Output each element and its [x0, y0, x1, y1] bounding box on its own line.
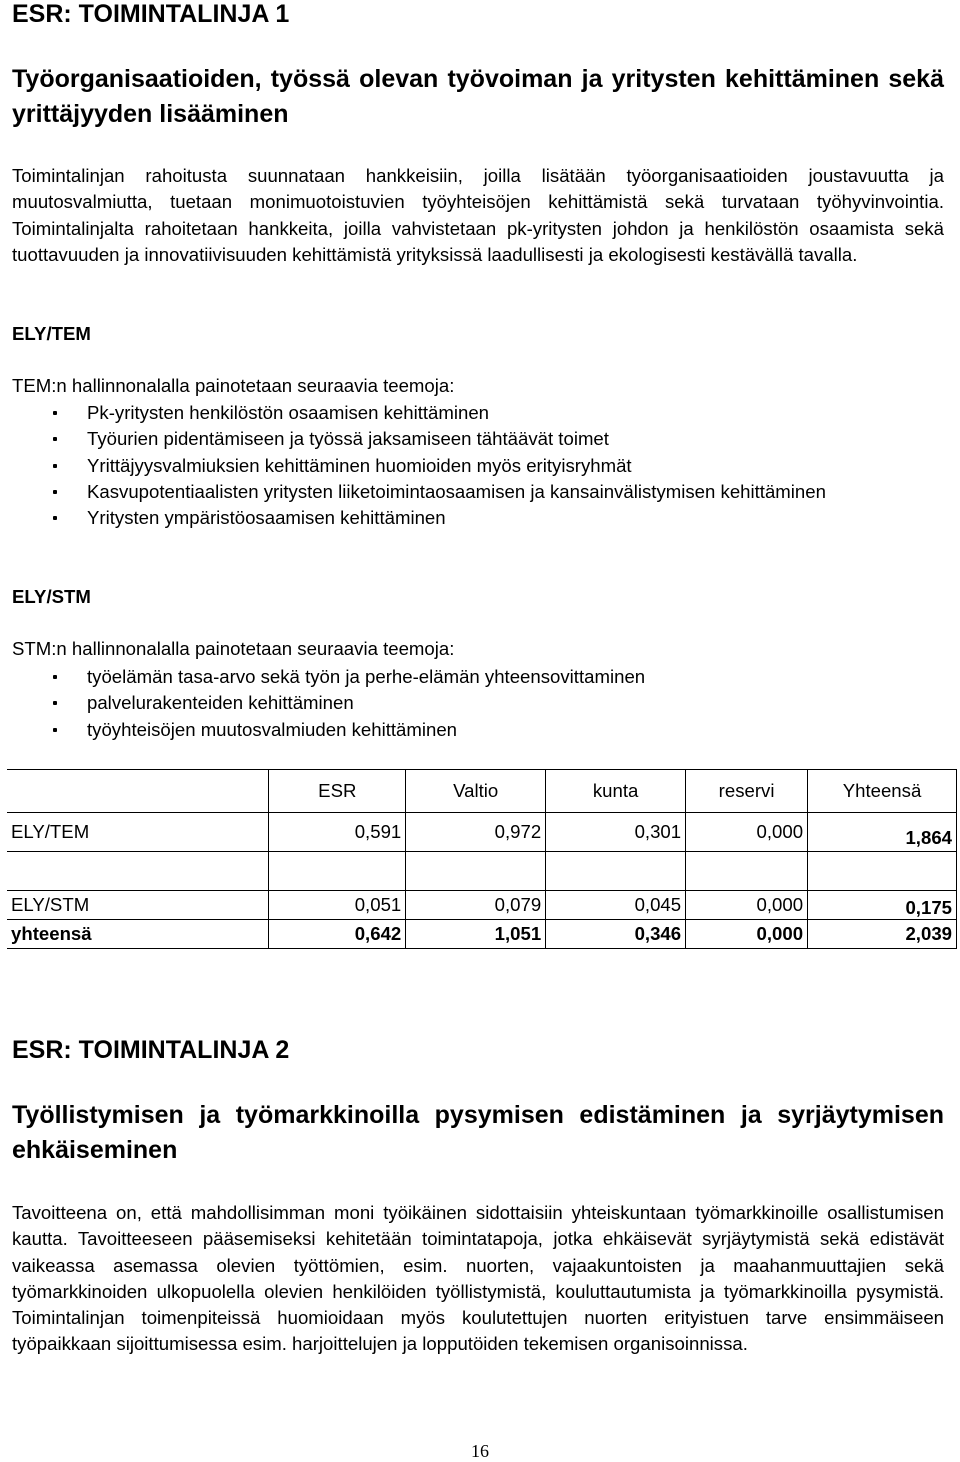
- tem-lead: TEM:n hallinnonalalla painotetaan seuraavia teemoja:: [12, 375, 455, 396]
- list-item-text: työyhteisöjen muutosvalmiuden kehittäminen: [87, 718, 458, 740]
- table-cell: 0,079: [406, 891, 546, 920]
- column-header: Valtio: [406, 770, 546, 813]
- table-cell: 0,000: [686, 891, 808, 920]
- page-number: 16: [471, 1441, 489, 1461]
- list-item: [12, 717, 944, 743]
- table-cell: [686, 852, 808, 891]
- list-item: [12, 664, 944, 690]
- section1-heading: ESR: TOIMINTALINJA 1: [12, 0, 290, 28]
- row-label: yhteensä: [7, 920, 269, 949]
- list-item-text: Yrittäjyysvalmiuksien kehittäminen huomioiden myös erityisryhmät: [87, 454, 632, 476]
- list-item-text: Työurien pidentämiseen ja työssä jaksamiseen tähtäävät toimet: [87, 428, 609, 450]
- list-item: [12, 453, 944, 479]
- table-cell: 0,301: [546, 813, 686, 852]
- column-header: Yhteensä: [808, 770, 957, 813]
- table-row: [7, 813, 957, 852]
- table-cell: 0,000: [686, 813, 808, 852]
- table-row: [7, 891, 957, 920]
- table-cell: 1,051: [406, 920, 546, 949]
- table-cell: 0,051: [269, 891, 406, 920]
- section2-title: Työllistymisen ja työmarkkinoilla pysymisen edistäminen ja syrjäytymisen ehkäiseminen: [12, 1101, 944, 1164]
- table-cell: [546, 852, 686, 891]
- stm-label: ELY/STM: [12, 586, 91, 607]
- table-cell: 0,591: [269, 813, 406, 852]
- tem-label: ELY/TEM: [12, 323, 91, 344]
- table-cell-total: 2,039: [808, 920, 957, 949]
- list-item-text: Yritysten ympäristöosaamisen kehittäminen: [87, 507, 446, 529]
- tem-theme-list: [12, 400, 944, 531]
- column-header: ESR: [269, 770, 406, 813]
- table-cell: 0,000: [686, 920, 808, 949]
- funding-table: [7, 769, 957, 949]
- list-item: [12, 690, 944, 716]
- column-header: reservi: [686, 770, 808, 813]
- table-cell: [269, 852, 406, 891]
- stm-lead: STM:n hallinnonalalla painotetaan seuraavia teemoja:: [12, 638, 455, 659]
- table-total-row: [7, 920, 957, 949]
- list-item: [12, 479, 944, 505]
- table-cell: [7, 852, 269, 891]
- table-cell: [808, 852, 957, 891]
- section1-title: Työorganisaatioiden, työssä olevan työvoiman ja yritysten kehittäminen sekä yrittäjyyden lisääminen: [12, 65, 944, 128]
- table-cell: 0,642: [269, 920, 406, 949]
- stm-theme-list: [12, 664, 944, 743]
- list-item: [12, 426, 944, 452]
- row-label: ELY/STM: [7, 891, 269, 920]
- table-cell: [406, 852, 546, 891]
- table-header-row: [7, 770, 957, 813]
- table-cell-total: 0,175: [808, 891, 957, 920]
- table-cell: 0,045: [546, 891, 686, 920]
- section1-intro: Toimintalinjan rahoitusta suunnataan hankkeisiin, joilla lisätään työorganisaatioiden joustavuutta ja muutosvalmiutta, tuetaan monimuotoistuvien työyhteisöjen kehittämistä sekä turvataan työhyvinvointia. Toimintalinjalta rahoitetaan hankkeita, joilla vahvistetaan pk-yritysten johdon ja henkilöstön osaamista sekä tuottavuuden ja innovatiivisuuden kehittämistä yrityksissä laadullisesti ja ekologisesti kestävällä tavalla.: [12, 165, 944, 265]
- row-label: ELY/TEM: [7, 813, 269, 852]
- list-item-text: palvelurakenteiden kehittäminen: [87, 692, 354, 714]
- table-spacer-row: [7, 852, 957, 891]
- section2-body: Tavoitteena on, että mahdollisimman moni työikäinen sidottaisiin yhteiskuntaan työmarkkinoille osallistumisen kautta. Tavoitteeseen pääsemiseksi kehitetään toimintatapoja, jotka ehkäisevät syrjäytymistä sekä edistävät vaikeassa asemassa olevien työttömien, esim. nuorten, vajaakuntoisten ja maahanmuuttajien sekä työmarkkinoiden ulkopuolella olevien henkilöiden työllistymistä, kouluttautumista ja työmarkkinoilla pysymistä. Toimintalinjan toimenpiteissä huomioidaan myös koulutettujen nuorten erityistuen tarve ensimmäiseen työpaikkaan sijoittumisessa esim. harjoittelujen ja lopputöiden tekemisen organisoinnissa.: [12, 1202, 944, 1355]
- list-item: [12, 400, 944, 426]
- table-cell-total: 1,864: [808, 813, 957, 852]
- section2-heading: ESR: TOIMINTALINJA 2: [12, 1036, 290, 1064]
- list-item-text: Pk-yritysten henkilöstön osaamisen kehittäminen: [87, 402, 490, 423]
- table-cell: 0,972: [406, 813, 546, 852]
- table-cell: 0,346: [546, 920, 686, 949]
- list-item-text: Kasvupotentiaalisten yritysten liiketoimintaosaamisen ja kansainvälistymisen kehittäminen: [87, 480, 826, 502]
- list-item-text: työelämän tasa-arvo sekä työn ja perhe-elämän yhteensovittaminen: [87, 666, 646, 687]
- list-item: [12, 505, 944, 531]
- table-corner-cell: [7, 770, 269, 813]
- column-header: kunta: [546, 770, 686, 813]
